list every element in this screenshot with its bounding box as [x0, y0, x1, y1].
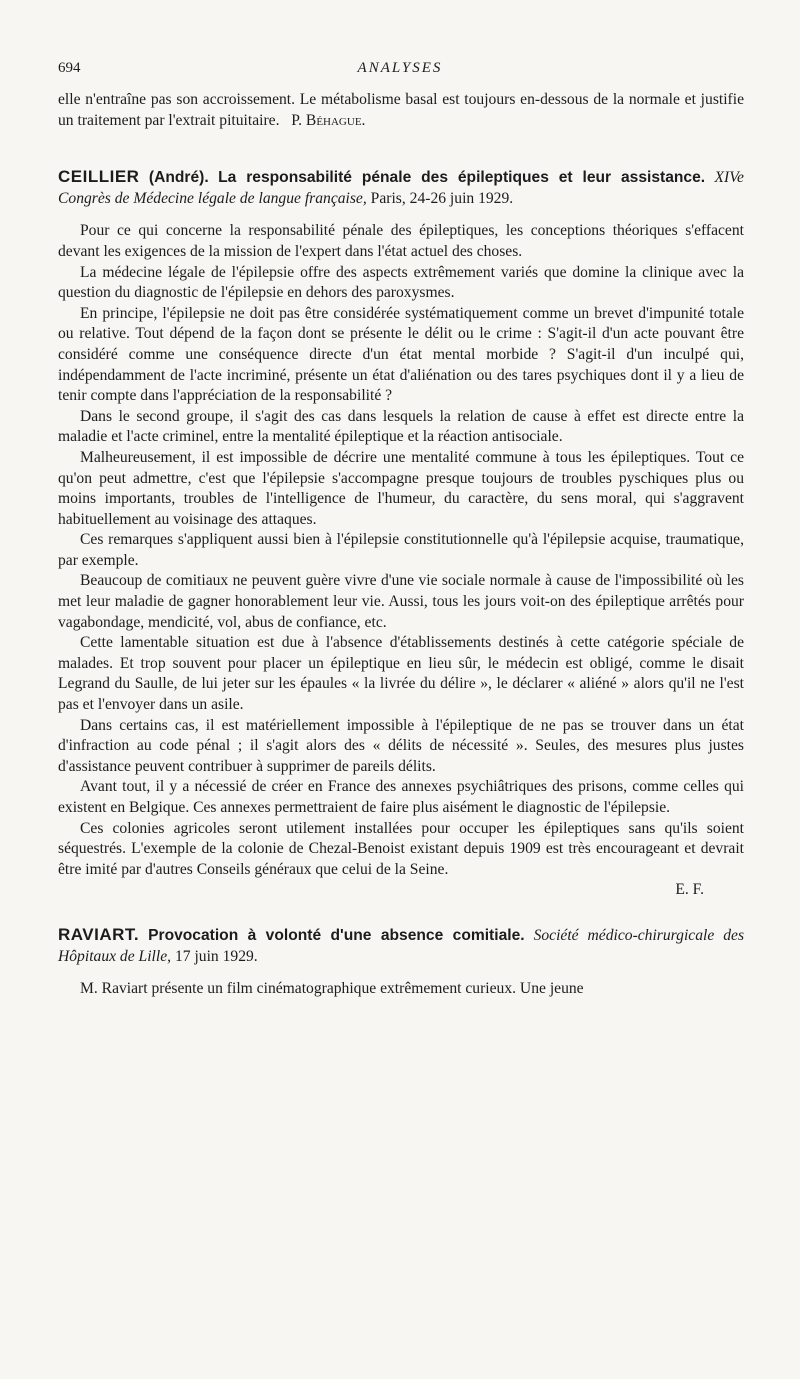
article-1-body	[58, 221, 744, 901]
article-1-signature: E. F.	[675, 881, 704, 899]
article-1-source: XIVe Congrès de Médecine légale de langue française,	[58, 169, 744, 207]
paragraph: Ces colonies agricoles seront utilement installées pour occuper les épileptiques sans qu'ils soient séquestrés. L'exemple de la colonie de Chezal-Benoist existant depuis 1909 est très encourageant et devrait être imité par d'autres Conseils généraux que celui de la Seine.	[58, 819, 744, 878]
article-2-heading	[58, 925, 744, 967]
paragraph: En principe, l'épilepsie ne doit pas être considérée systématiquement comme un brevet d'impunité totale ou relative. Tout dépend de la façon dont se présente le délit ou le crime : S'agit-il d'un acte pouvant être considéré comme une conséquence directe d'un état mental morbide ? S'agit-il d'un inculpé qui, indépendamment de l'acte incriminé, présente un état d'aliénation ou des tares psychiques dont il y a lieu de tenir compte dans l'appréciation de la responsabilité ?	[58, 304, 744, 405]
article-1-heading	[58, 167, 744, 209]
article-1-author: CEILLIER	[58, 167, 140, 187]
article-1-title: La responsabilité pénale des épileptiques et leur assistance.	[218, 169, 706, 187]
paragraph: Dans le second groupe, il s'agit des cas dans lesquels la relation de cause à effet est directe entre la maladie et l'acte criminel, entre la mentalité épileptique et la réaction antisociale.	[58, 407, 744, 446]
running-title: ANALYSES	[357, 60, 443, 76]
paragraph: Ces remarques s'appliquent aussi bien à l'épilepsie constitutionnelle qu'à l'épilepsie acquise, traumatique, par exemple.	[58, 531, 744, 569]
article-2-source: Société médico-chirurgicale des Hôpitaux de Lille,	[58, 926, 745, 965]
article-1-date: Paris, 24-26 juin 1929.	[370, 189, 514, 207]
paragraph: Beaucoup de comitiaux ne peuvent guère vivre d'une vie sociale normale à cause de l'impossibilité où les met leur maladie de gagner honorablement leur vie. Aussi, tous les jours voit-on des épileptique arrêtés pour vagabondage, mendicité, vol, abus de confiance, etc.	[58, 572, 744, 631]
paragraph: Cette lamentable situation est due à l'absence d'établissements destinés à cette catégorie spéciale de malades. Et trop souvent pour placer un épileptique en lieu sûr, le médecin est obligé, comme le disait Legrand du Saulle, de lui jeter sur les épaules « la livrée du délire », le déclarer « aliéné » alors qu'il ne l'est pas et l'envoyer dans un asile.	[58, 634, 744, 714]
paragraph: Avant tout, il y a nécessié de créer en France des annexes psychiâtriques des prisons, comme celles qui existent en Belgique. Ces annexes permettraient de faire plus aisément le diagnostic de l'épilepsie.	[58, 778, 744, 816]
paragraph: Pour ce qui concerne la responsabilité pénale des épileptiques, les conceptions théoriques s'effacent devant les exigences de la mission de l'expert dans l'état actuel des choses.	[58, 222, 744, 260]
article-2-first-line: M. Raviart présente un film cinématographique extrêmement curieux. Une jeune	[80, 980, 584, 998]
article-1-author-first: (André).	[148, 169, 209, 187]
page-number: 694	[58, 60, 81, 76]
paragraph: Dans certains cas, il est matériellement impossible à l'épileptique de ne pas se trouver dans un état d'infraction au code pénal ; il s'agit alors des « délits de nécessité ». Seules, des mesures plus justes d'assistance peuvent contribuer à supprimer de pareils délits.	[58, 716, 744, 775]
prev-article-signature: P. Béhague.	[291, 111, 366, 129]
paragraph: Malheureusement, il est impossible de décrire une mentalité commune à tous les épileptiques. Tout ce qu'on peut admettre, c'est que l'épilepsie s'accompagne presque toujours de troubles pyschiques plus ou moins importants, troubles de l'intelligence de l'humeur, du caractère, du sens moral, qui s'aggravent habituellement au voisinage des attaques.	[58, 448, 744, 528]
article-2-title: Provocation à volonté d'une absence comitiale.	[148, 926, 525, 944]
article-2-author: RAVIART.	[58, 924, 140, 944]
paragraph: La médecine légale de l'épilepsie offre des aspects extrêmement variés que domine la clinique avec la question du diagnostic de l'épilepsie en dehors des paroxysmes.	[58, 263, 744, 302]
prev-article-tail	[58, 90, 744, 131]
prev-article-text: elle n'entraîne pas son accroissement. Le métabolisme basal est toujours en-dessous de la normale et justifie un traitement par l'extrait pituitaire.	[58, 91, 744, 129]
running-header	[58, 60, 742, 82]
article-2-date: 17 juin 1929.	[174, 947, 258, 965]
page-body	[58, 90, 744, 1000]
